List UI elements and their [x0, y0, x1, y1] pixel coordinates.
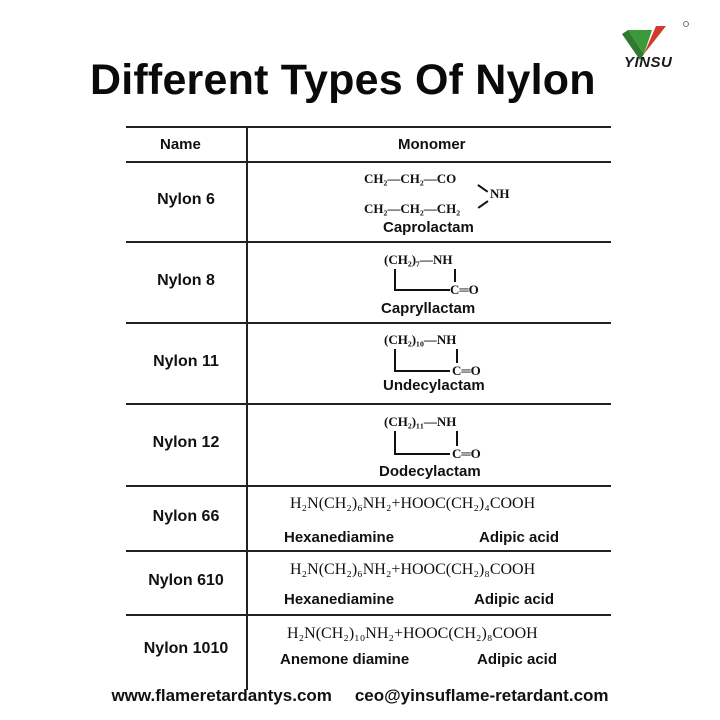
- table-rule: [126, 614, 611, 616]
- footer-contact: [0, 686, 720, 706]
- caprolactam-top-chain: CH₂—CH₂—CO: [364, 171, 457, 186]
- table-column-divider: [246, 126, 248, 690]
- brand-name: YINSU: [624, 54, 673, 71]
- page-title: Different Types Of Nylon: [90, 56, 596, 104]
- row-name-nylon6: Nylon 6: [157, 191, 215, 208]
- undecylactam-group: (CH₂)₁₀—NH: [384, 332, 457, 347]
- row-name-nylon66: Nylon 66: [152, 508, 220, 525]
- undecylactam-co: C═O: [452, 363, 481, 378]
- caprolactam-bottom-chain: CH₂—CH₂—CH₂: [364, 201, 461, 216]
- table-rule: [126, 241, 611, 243]
- ring-line: [394, 349, 396, 371]
- row-name-nylon8: Nylon 8: [157, 272, 215, 289]
- monomer-caprolactam: Caprolactam: [383, 219, 474, 236]
- formula-nylon1010: H₂N(CH₂)₁₀NH₂+HOOC(CH₂)₈COOH: [287, 625, 538, 642]
- table-rule: [126, 161, 611, 163]
- monomer-nylon610-diamine: Hexanediamine: [284, 591, 395, 608]
- ring-line: [394, 370, 450, 372]
- table-rule: [126, 403, 611, 405]
- footer-email: ceo@yinsuflame-retardant.com: [354, 686, 609, 705]
- dodecylactam-co: C═O: [452, 446, 481, 461]
- monomer-nylon1010-acid: Adipic acid: [477, 651, 558, 668]
- table-rule-top: [126, 126, 611, 128]
- table-rule: [126, 485, 611, 487]
- header-name: Name: [160, 136, 201, 153]
- capryllactam-group: (CH₂)₇—NH: [384, 252, 453, 267]
- ring-line: [454, 269, 456, 282]
- monomer-capryllactam: Capryllactam: [381, 300, 476, 317]
- monomer-undecylactam: Undecylactam: [383, 377, 485, 394]
- ring-line: [394, 431, 396, 454]
- ring-line: [456, 431, 458, 446]
- header-monomer: Monomer: [398, 136, 466, 153]
- caprolactam-nh: NH: [490, 186, 510, 201]
- formula-nylon66: H₂N(CH₂)₆NH₂+HOOC(CH₂)₄COOH: [290, 495, 536, 512]
- ring-line: [456, 349, 458, 363]
- dodecylactam-group: (CH₂)₁₁—NH: [384, 414, 457, 429]
- formula-nylon610: H₂N(CH₂)₆NH₂+HOOC(CH₂)₈COOH: [290, 561, 536, 578]
- table-rule: [126, 322, 611, 324]
- row-name-nylon12: Nylon 12: [152, 434, 220, 451]
- monomer-nylon66-diamine: Hexanediamine: [284, 529, 395, 546]
- ring-line: [394, 269, 396, 290]
- footer-website: www.flameretardantys.com: [111, 686, 332, 705]
- row-name-nylon610: Nylon 610: [148, 572, 224, 589]
- ring-line: [394, 289, 450, 291]
- monomer-nylon66-acid: Adipic acid: [479, 529, 560, 546]
- monomer-nylon610-acid: Adipic acid: [474, 591, 555, 608]
- capryllactam-co: C═O: [450, 282, 479, 297]
- monomer-dodecylactam: Dodecylactam: [379, 463, 481, 480]
- row-name-nylon1010: Nylon 1010: [143, 640, 229, 657]
- table-rule: [126, 550, 611, 552]
- row-name-nylon11: Nylon 11: [153, 353, 219, 370]
- ring-line: [394, 453, 450, 455]
- monomer-nylon1010-diamine: Anemone diamine: [280, 651, 410, 668]
- yinsu-logo: [614, 20, 694, 82]
